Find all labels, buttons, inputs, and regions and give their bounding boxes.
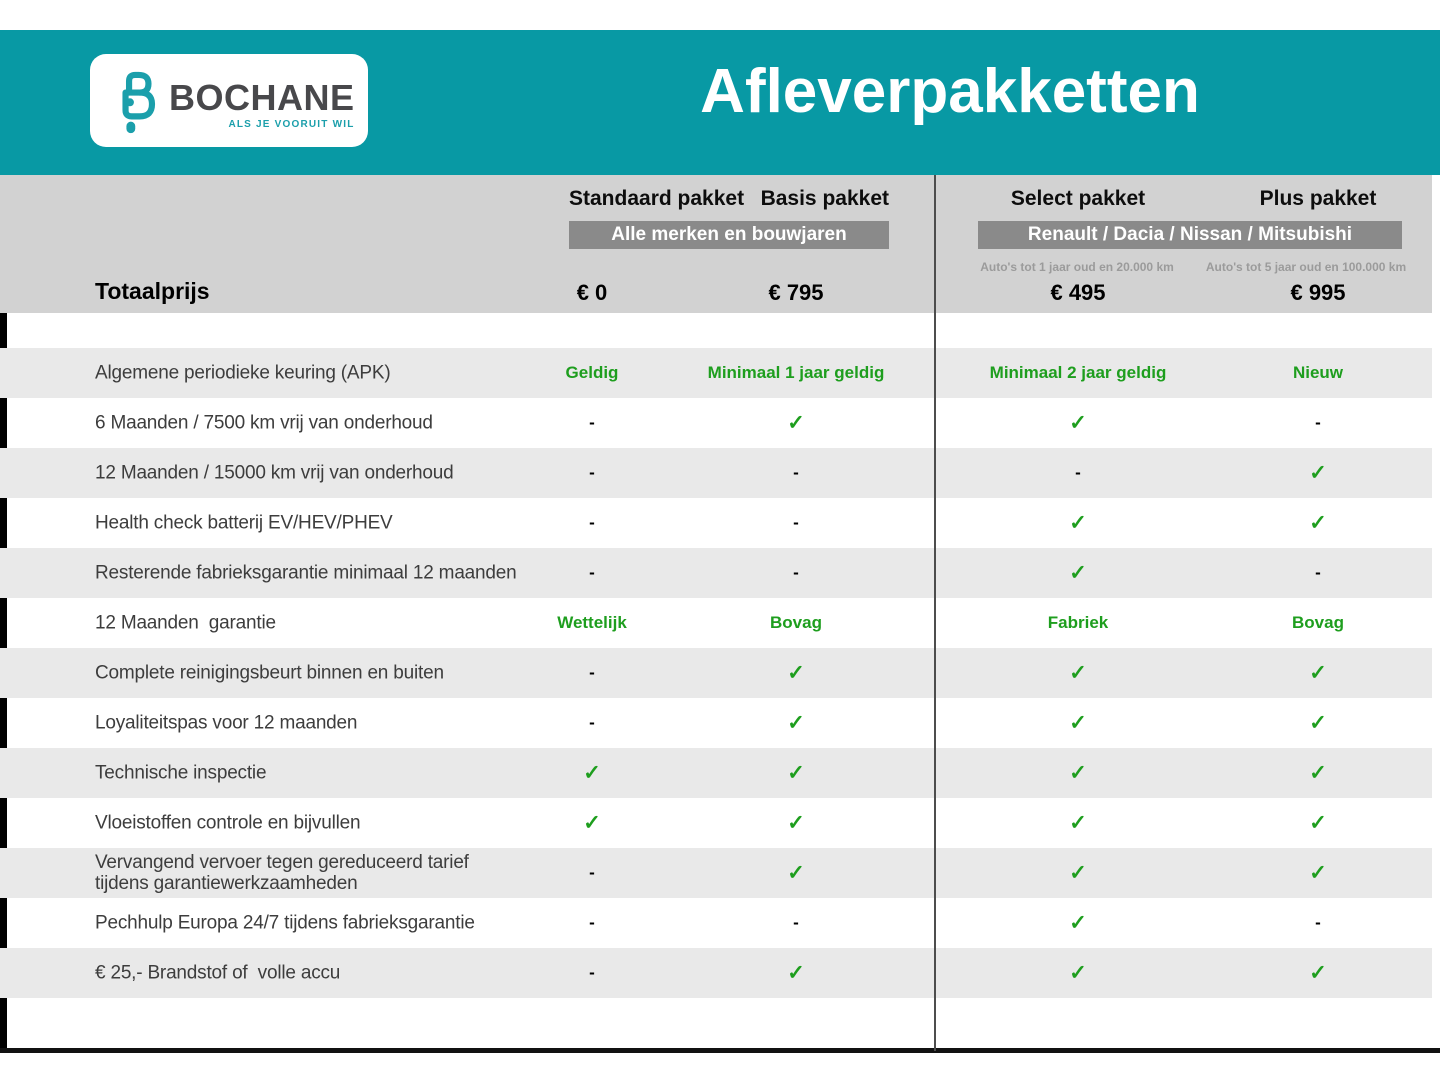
value-text: Minimaal 1 jaar geldig [707, 363, 885, 382]
check-icon: ✓ [1309, 461, 1327, 485]
feature-label: Loyaliteitspas voor 12 maanden [95, 712, 358, 734]
header-band [0, 30, 1440, 175]
check-icon: ✓ [1309, 761, 1327, 785]
check-icon: ✓ [1069, 411, 1087, 435]
table-row [0, 798, 1432, 848]
value-text: Minimaal 2 jaar geldig [989, 363, 1167, 382]
check-icon: ✓ [1069, 811, 1087, 835]
dash-mark: - [1315, 913, 1321, 932]
feature-label: Technische inspectie [95, 762, 267, 784]
check-icon: ✓ [1069, 711, 1087, 735]
value-text: Fabriek [1047, 613, 1109, 632]
check-icon: ✓ [1309, 811, 1327, 835]
dash-mark: - [589, 563, 595, 582]
bochane-logo-icon [114, 67, 160, 134]
dash-mark: - [793, 513, 799, 532]
bochane-logo-text [169, 77, 355, 134]
feature-label: Vervangend vervoer tegen gereduceerd tarief tijdens garantiewerkzaamheden [95, 852, 469, 894]
check-icon: ✓ [1069, 561, 1087, 585]
table-row [0, 498, 1432, 548]
check-icon: ✓ [787, 761, 805, 785]
check-icon: ✓ [787, 961, 805, 985]
caption-plus-pakket: Auto's tot 5 jaar oud en 100.000 km [1205, 260, 1407, 274]
column-header-standaard-pakket: Standaard pakket [569, 187, 745, 210]
table-row [0, 698, 1432, 748]
brand-tagline: ALS JE VOORUIT WIL [228, 119, 355, 130]
feature-label: 6 Maanden / 7500 km vrij van onderhoud [95, 412, 433, 434]
check-icon: ✓ [1069, 911, 1087, 935]
spacer-row [0, 313, 1432, 348]
totaalprijs-standaard: € 0 [576, 280, 608, 305]
check-icon: ✓ [787, 811, 805, 835]
table-row [0, 898, 1432, 948]
feature-label: Algemene periodieke keuring (APK) [95, 362, 391, 384]
check-icon: ✓ [1069, 861, 1087, 885]
bottom-border [0, 1048, 1440, 1053]
table-footer-space [0, 998, 1432, 1048]
dash-mark: - [589, 513, 595, 532]
value-text: Wettelijk [557, 613, 627, 632]
dash-mark: - [793, 563, 799, 582]
feature-label: € 25,- Brandstof of volle accu [95, 962, 341, 984]
check-icon: ✓ [1309, 661, 1327, 685]
check-icon: ✓ [1309, 861, 1327, 885]
table-row [0, 948, 1432, 998]
table-row [0, 598, 1432, 648]
check-icon: ✓ [1069, 661, 1087, 685]
dash-mark: - [589, 663, 595, 682]
table-row [0, 748, 1432, 798]
caption-select-pakket: Auto's tot 1 jaar oud en 20.000 km [980, 260, 1174, 274]
value-text: Nieuw [1292, 363, 1344, 382]
check-icon: ✓ [1309, 711, 1327, 735]
dash-mark: - [793, 463, 799, 482]
totaalprijs-plus: € 995 [1290, 280, 1346, 305]
check-icon: ✓ [1069, 961, 1087, 985]
table-row [0, 648, 1432, 698]
dash-mark: - [793, 913, 799, 932]
dash-mark: - [1315, 413, 1321, 432]
check-icon: ✓ [583, 811, 601, 835]
check-icon: ✓ [583, 761, 601, 785]
group-banner-alle-merken: Alle merken en bouwjaren [569, 221, 889, 249]
check-icon: ✓ [1309, 961, 1327, 985]
packages-header-band [0, 175, 1432, 313]
value-text: Bovag [1292, 613, 1344, 632]
column-header-plus-pakket: Plus pakket [1259, 187, 1377, 210]
dash-mark: - [589, 963, 595, 982]
dash-mark: - [589, 863, 595, 882]
group-banner-brands: Renault / Dacia / Nissan / Mitsubishi [978, 221, 1402, 249]
dash-mark: - [1075, 463, 1081, 482]
page-title: Afleverpakketten [700, 57, 1200, 126]
table-row [0, 398, 1432, 448]
check-icon: ✓ [1069, 761, 1087, 785]
feature-label: Resterende fabrieksgarantie minimaal 12 maanden [95, 562, 517, 584]
column-header-basis-pakket: Basis pakket [760, 187, 889, 210]
dash-mark: - [589, 913, 595, 932]
dash-mark: - [1315, 563, 1321, 582]
totaalprijs-select: € 495 [1050, 280, 1106, 305]
feature-table [0, 348, 1432, 998]
value-text: Bovag [770, 613, 822, 632]
totaalprijs-label: Totaalprijs [95, 278, 210, 304]
bochane-logo [90, 54, 368, 147]
bochane-logo-inner [114, 67, 355, 134]
check-icon: ✓ [787, 411, 805, 435]
table-row [0, 848, 1432, 898]
check-icon: ✓ [787, 861, 805, 885]
column-header-select-pakket: Select pakket [1010, 187, 1146, 210]
table-row [0, 448, 1432, 498]
brand-name: BOCHANE [169, 77, 355, 118]
feature-label: Complete reinigingsbeurt binnen en buiten [95, 662, 444, 684]
check-icon: ✓ [1309, 511, 1327, 535]
feature-label: Pechhulp Europa 24/7 tijdens fabrieksgarantie [95, 912, 475, 934]
feature-label: Vloeistoffen controle en bijvullen [95, 812, 361, 834]
dash-mark: - [589, 713, 595, 732]
feature-label: Health check batterij EV/HEV/PHEV [95, 512, 393, 534]
table-row [0, 548, 1432, 598]
feature-label: 12 Maanden / 15000 km vrij van onderhoud [95, 462, 454, 484]
dash-mark: - [589, 463, 595, 482]
totaalprijs-basis: € 795 [768, 280, 824, 305]
feature-label: 12 Maanden garantie [95, 612, 276, 634]
table-row [0, 348, 1432, 398]
value-text: Geldig [565, 363, 619, 382]
check-icon: ✓ [787, 661, 805, 685]
column-divider-line [934, 175, 936, 1051]
check-icon: ✓ [787, 711, 805, 735]
check-icon: ✓ [1069, 511, 1087, 535]
dash-mark: - [589, 413, 595, 432]
